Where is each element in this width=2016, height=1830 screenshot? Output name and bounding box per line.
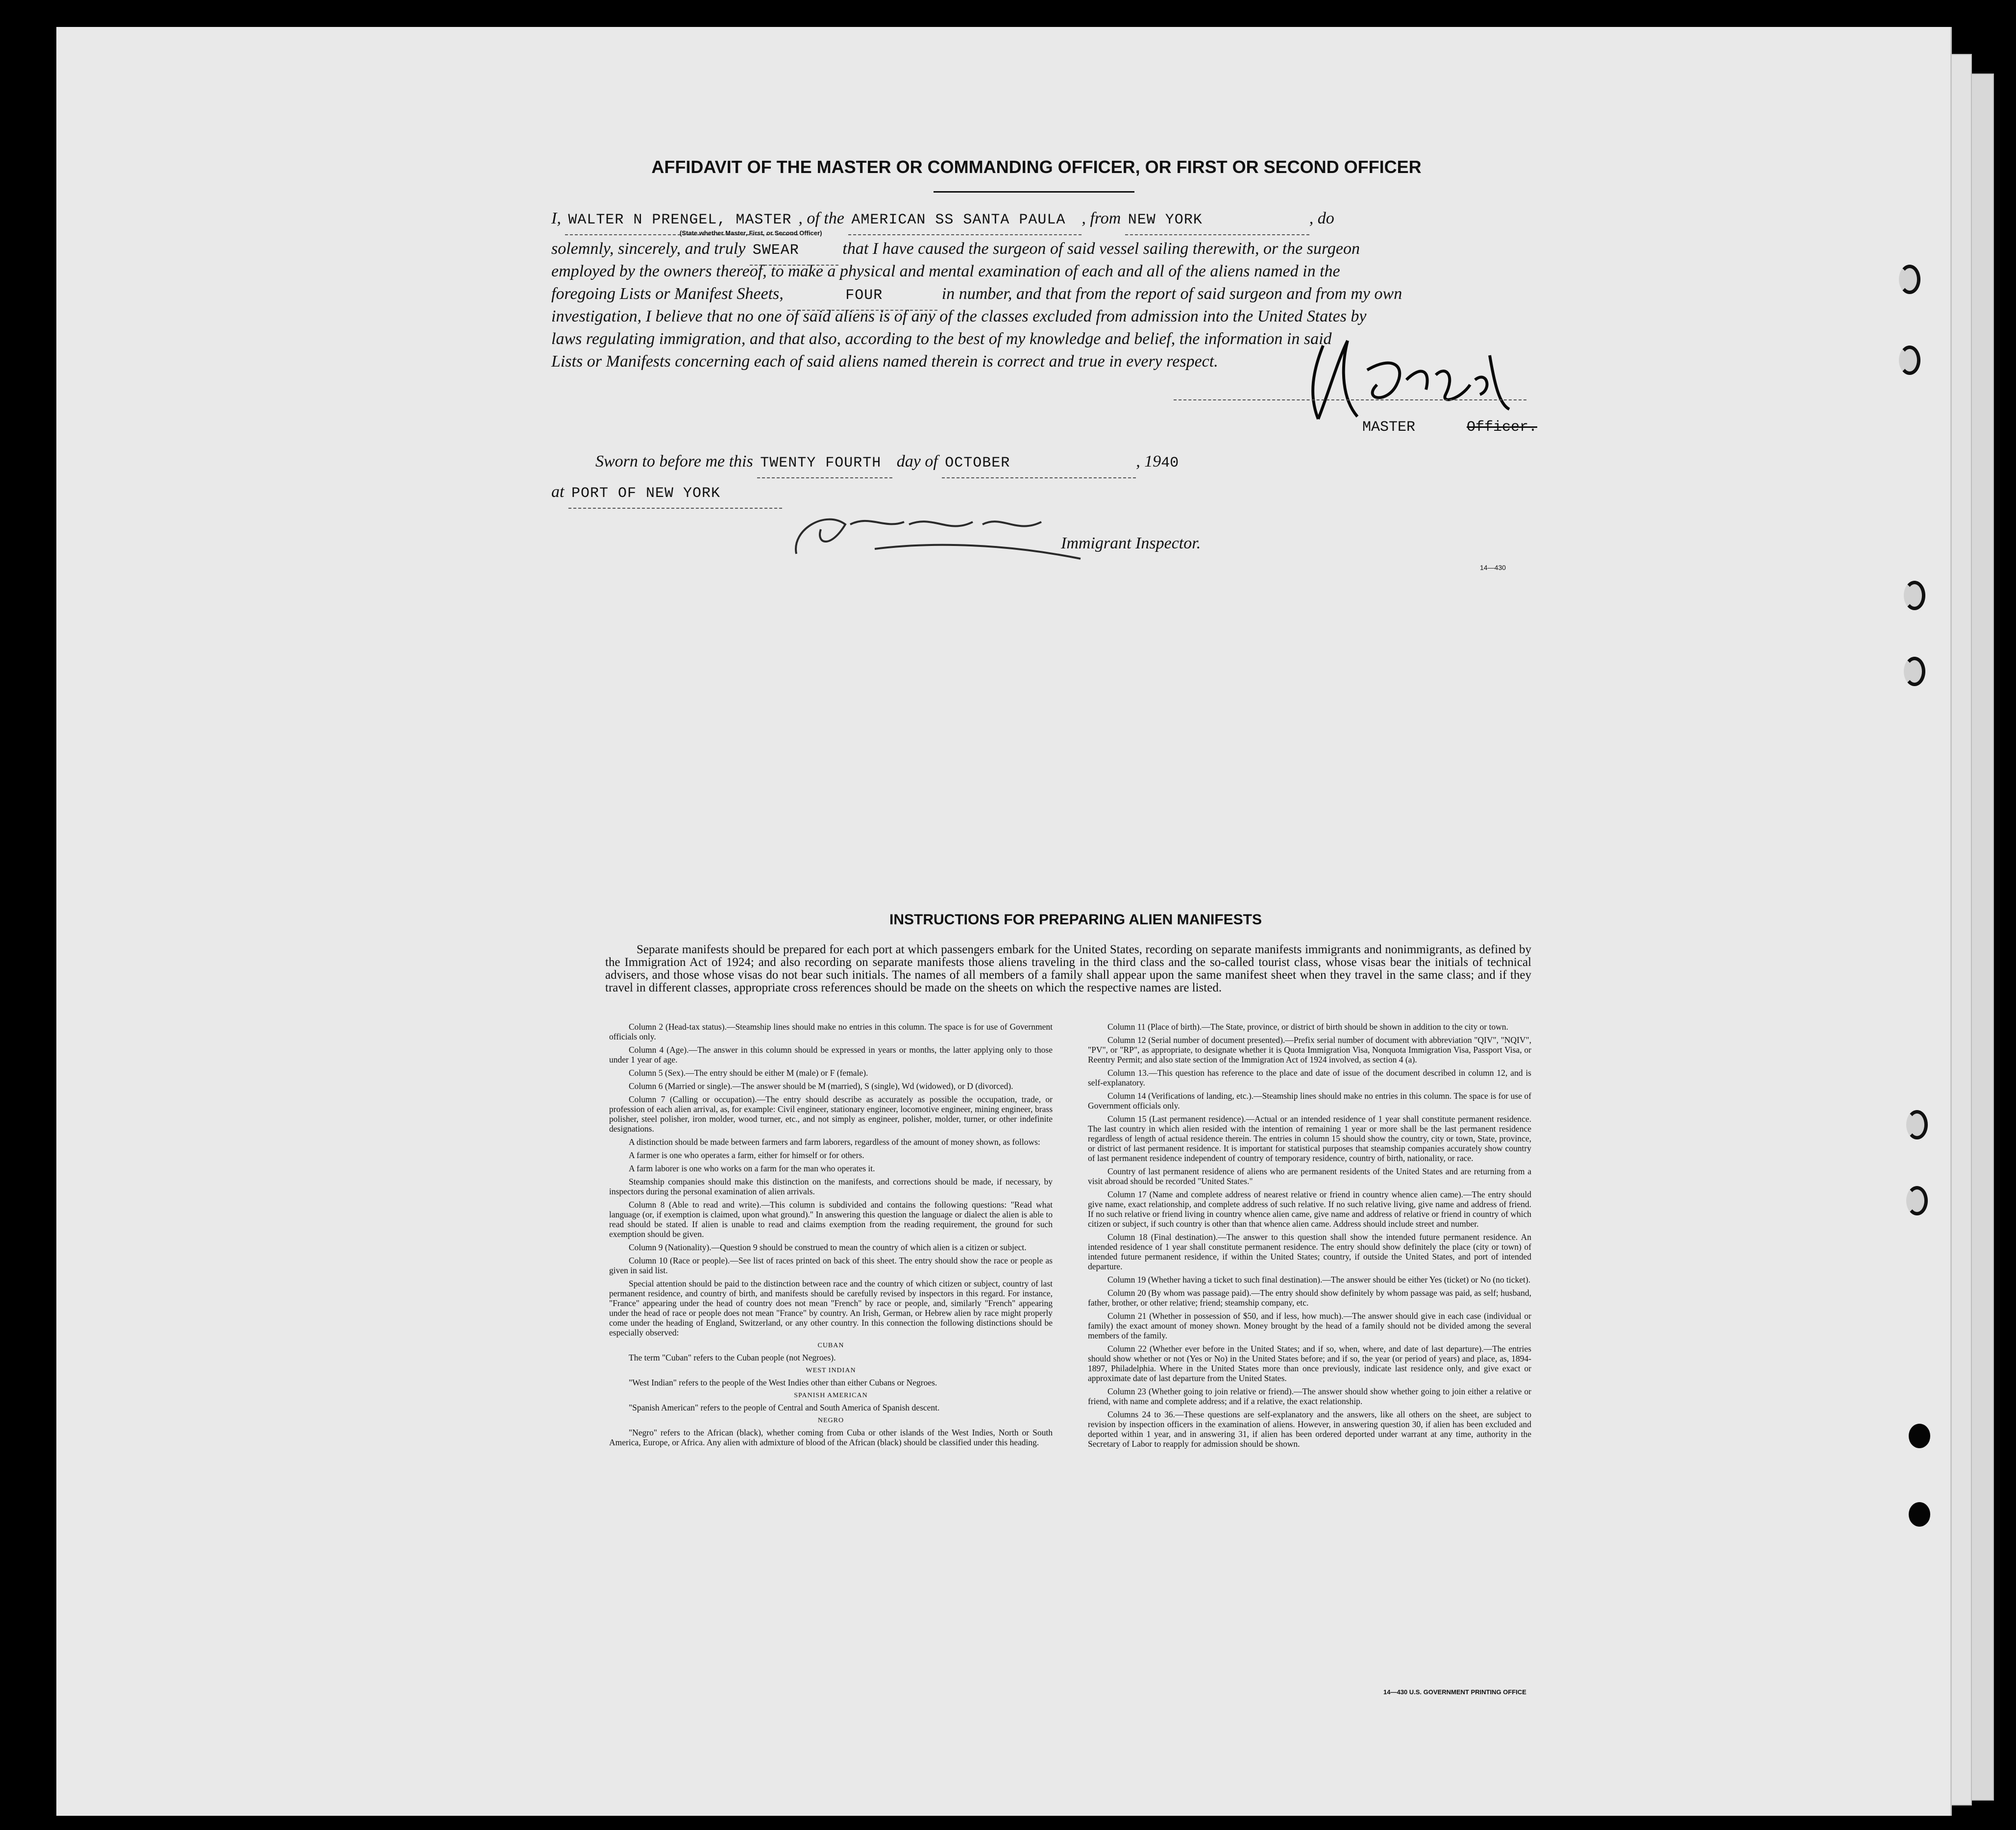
sworn-year-field: 40 [1161,455,1179,471]
punch-hole-icon [1906,1110,1928,1139]
rank-label: MASTER [1362,419,1416,436]
instruction-paragraph: Column 6 (Married or single).—The answer should be M (married), S (single), Wd (widowed), or D (divorced). [629,1081,1013,1091]
instructions-right-column [1088,1022,1531,1452]
affidavit-line-7: Lists or Manifests concerning each of said aliens named therein is correct and true in every respect. [551,352,1218,371]
punch-hole-icon [1906,1186,1928,1215]
sworn-line [595,447,1575,478]
instruction-paragraph: A farm laborer is one who works on a farm for the man who operates it. [629,1163,875,1173]
instructions-left-column [609,1022,1053,1451]
punch-hole-icon [1904,657,1925,686]
affidavit-text: , 19 [1136,452,1161,470]
affidavit-text: that I have caused the surgeon of said vessel sailing therewith, or the surgeon [842,240,1360,258]
punch-hole-icon [1899,346,1920,375]
instruction-paragraph: "Negro" refers to the African (black), whether coming from Cuba or other islands of the West Indies, North or South America, Europe, or Africa. Any alien with admixture of blood of the African (black) should be classified under this heading. [609,1428,1053,1447]
affidavit-text: , do [1309,209,1334,227]
document-sheet [56,27,1952,1816]
instruction-paragraph: Column 10 (Race or people).—See list of races printed on back of this sheet. The entry should show the race or people as given in said list. [609,1256,1053,1275]
section-heading: WEST INDIAN [806,1367,856,1374]
form-number: 14—430 [1480,564,1506,571]
punch-hole-icon [1909,1502,1930,1527]
instruction-paragraph: Column 18 (Final destination).—The answer to this question shall show the intended future permanent residence. An intended residence of 1 year shall constitute permanent residence. The entry should show definitely the place (city or town) of intended future permanent residence, if within the United States; country, if outside the United States, and port of intended departure. [1088,1232,1531,1271]
signature-line [1174,399,1526,400]
affidavit-text: at [551,483,565,501]
instruction-paragraph: Column 4 (Age).—The answer in this column should be expressed in years or months, the latter applying only to those under 1 year of age. [609,1045,1053,1064]
affidavit-line-3: employed by the owners thereof, to make a physical and mental examination of each and all of the aliens named in the [551,262,1340,280]
instruction-paragraph: Column 21 (Whether in possession of $50, and if less, how much).—The answer should give in each case (individual or family) the exact amount of money shown. Money brought by the head of a family should not be divided among the several members of the family. [1088,1311,1531,1340]
instruction-paragraph: The term "Cuban" refers to the Cuban people (not Negroes). [629,1353,836,1362]
instruction-paragraph: Country of last permanent residence of aliens who are permanent residents of the United States and are returning from a visit abroad should be recorded "United States." [1088,1166,1531,1186]
oath-field: SWEAR [750,236,838,266]
instructions-title: INSTRUCTIONS FOR PREPARING ALIEN MANIFESTS [889,912,1262,928]
instruction-paragraph: A distinction should be made between farmers and farm laborers, regardless of the amount of money shown, as follows: [629,1137,1040,1147]
inspector-label: Immigrant Inspector. [1061,534,1201,552]
instruction-paragraph: Column 17 (Name and complete address of nearest relative or friend in country whence alien came).—The entry should give name, exact relationship, and complete address of such relative. If no such relative living, give name and address of friend. If no such relative or friend living in country whence alien came, give name and address of relative or friend in country of which citizen or subject, if such country is other than that whence alien came. Address should include street and number. [1088,1189,1531,1229]
instruction-paragraph: Column 23 (Whether going to join relative or friend).—The answer should show whether going to join either a relative or friend, with name and complete address; and if a relative, the exact relationship. [1088,1386,1531,1406]
instruction-paragraph: Column 15 (Last permanent residence).—Actual or an intended residence of 1 year shall constitute permanent residence. The last country in which alien resided with the intention of remaining 1 year or more shall be the last permanent residence regardless of length of actual residence therein. The entries in column 15 should show the country, city or town, State, province, or district of last permanent residence. It is important for statistical purposes that steamship companies accurately show country of last permanent residence independent of country of temporary residence, country of birth, nationality, or race. [1088,1114,1531,1163]
instruction-paragraph: Column 14 (Verifications of landing, etc.).—Steamship lines should make no entries in this column. The space is for use of Government officials only. [1088,1091,1531,1111]
instruction-paragraph: Column 7 (Calling or occupation).—The entry should describe as accurately as possible the occupation, trade, or profession of each alien arrival, as, for example: Civil engineer, stationary engineer, locomotive engineer, mining engineer, brass polisher, steel polisher, iron molder, wood turner, etc., and not simply as engineer, polisher, molder, turner, or other indefinite designations. [609,1094,1053,1134]
sworn-day-field: TWENTY FOURTH [757,449,892,478]
port-from-field: NEW YORK [1125,206,1309,235]
instruction-paragraph: "Spanish American" refers to the people of Central and South America of Spanish descent. [629,1403,940,1412]
printing-office-line: 14—430 U.S. GOVERNMENT PRINTING OFFICE [1383,1688,1526,1696]
section-heading: NEGRO [817,1417,844,1424]
instruction-paragraph: Column 12 (Serial number of document presented).—Prefix serial number of document with abbreviation "QIV", "NQIV", "PV", or "RP", as appropriate, to designate whether it is Quota Immigration Visa, Nonquota Immigration Visa, Passport Visa, or Reentry Permit; and also state section of the Immigration Act of 1924 involved, as section 4 (a). [1088,1035,1531,1064]
affidavit-text: I, [551,209,561,227]
instruction-paragraph: Column 13.—This question has reference to the place and date of issue of the document described in column 12, and is self-explanatory. [1088,1068,1531,1088]
instruction-paragraph: "West Indian" refers to the people of the West Indies other than either Cubans or Negroes. [629,1378,937,1387]
affidavit-text: day of [896,452,938,470]
affidavit-text: foregoing Lists or Manifest Sheets, [551,285,784,303]
section-heading: CUBAN [817,1342,844,1349]
sworn-month-field: OCTOBER [942,449,1136,478]
punch-hole-icon [1899,265,1920,294]
affidavit-text: Sworn to before me this [595,452,753,470]
instruction-paragraph: Column 9 (Nationality).—Question 9 should be construed to mean the country of which alien is a citizen or subject. [629,1242,1027,1252]
instruction-paragraph: Column 22 (Whether ever before in the United States; and if so, when, where, and date of last departure).—The entries should show whether or not (Yes or No) in the United States before; and if so, the year (or period of years) and place, as, 1894-1897, Philadelphia. Where in the United States more than once previously, indicate last residence only, and give exact or approximate date of last departure from the United States. [1088,1344,1531,1383]
at-place-field: PORT OF NEW YORK [568,479,782,509]
affidavit-title: AFFIDAVIT OF THE MASTER OR COMMANDING OFFICER, OR FIRST OR SECOND OFFICER [651,157,1422,177]
title-underline [934,191,1134,193]
affidavit-text: in number, and that from the report of said surgeon and from my own [941,285,1402,303]
affidavit-line-5: investigation, I believe that no one of said aliens is of any of the classes excluded from admission into the United States by [551,307,1367,325]
instruction-paragraph: Column 11 (Place of birth).—The State, province, or district of birth should be shown in addition to the city or town. [1107,1022,1508,1032]
affidavit-text: , of the [798,209,844,227]
instruction-paragraph: Column 8 (Able to read and write).—This column is subdivided and contains the following questions: "Read what language (or, if exemption is claimed, upon what ground)." In answering this question the language or dialect the alien is able to read should be stated. If alien is unable to read and claims exemption from the reading requirement, the ground for such exemption should be given. [609,1200,1053,1239]
instruction-paragraph: Column 5 (Sex).—The entry should be either M (male) or F (female). [629,1068,868,1078]
vessel-field: AMERICAN SS SANTA PAULA [848,206,1082,235]
affidavit-text: , from [1082,209,1121,227]
rank-struck-label: Officer. [1467,419,1538,436]
affidavit-line-6: laws regulating immigration, and that also, according to the best of my knowledge and belief, the information in said [551,330,1332,348]
instruction-paragraph: Column 2 (Head-tax status).—Steamship lines should make no entries in this column. The space is for use of Government officials only. [609,1022,1053,1041]
instruction-paragraph: A farmer is one who operates a farm, either for himself or for others. [629,1150,864,1160]
instructions-intro: Separate manifests should be prepared for each port at which passengers embark for the United States, recording on separate manifests immigrants and nonimmigrants, as defined by the Immigration Act of 1924; and also recording on separate manifests those aliens traveling in the third class and the so-called tourist class, whose visas bear the initials of technical advisers, and those whose visas do not bear such initials. The names of all members of a family shall appear upon the same manifest sheet when they travel in the same class; and if they travel in different classes, appropriate cross references should be made on the sheets on which the respective names are listed. [605,943,1531,994]
officer-field: WALTER N PRENGEL, MASTER [565,206,798,235]
instruction-paragraph: Column 20 (By whom was passage paid).—The entry should show definitely by whom passage was paid, as self; husband, father, brother, or other relative; friend; steamship company, etc. [1088,1288,1531,1308]
punch-hole-icon [1909,1424,1930,1448]
instruction-paragraph: Column 19 (Whether having a ticket to such final destination).—The answer should be either Yes (ticket) or No (no ticket). [1107,1275,1531,1285]
instruction-paragraph: Columns 24 to 36.—These questions are self-explanatory and the answers, like all others on the sheet, are subject to revision by inspection officers in the examination of aliens. However, in answering question 30, if alien has been excluded and deported within 1 year, and in answering 31, if alien has been ordered deported under warrant at any time, authority in the Secretary of Labor to reapply for admission should be shown. [1088,1410,1531,1449]
affidavit-text: solemnly, sincerely, and truly [551,240,746,258]
instruction-paragraph: Special attention should be paid to the distinction between race and the country of which citizen or subject, country of last permanent residence, and country of birth, and manifests should be carefully revised by inspectors in this regard. For instance, "France" appearing under the head of country does not mean "French" by race or people, and, similarly "French" appearing under the head of race or people does not mean "France" by country. An Irish, German, or Hebrew alien by race might properly come under the heading of England, Switzerland, or any other country. In this connection the following distinctions should be especially observed: [609,1279,1053,1337]
officer-footnote: (State whether Master, First, or Second Officer) [680,229,822,237]
section-heading: SPANISH AMERICAN [794,1392,868,1399]
punch-hole-icon [1904,581,1925,610]
master-signature [1294,326,1539,434]
sheets-count-field: FOUR [787,281,937,311]
instruction-paragraph: Steamship companies should make this distinction on the manifests, and corrections should be made, if necessary, by inspectors during the personal examination of alien arrivals. [609,1177,1053,1196]
